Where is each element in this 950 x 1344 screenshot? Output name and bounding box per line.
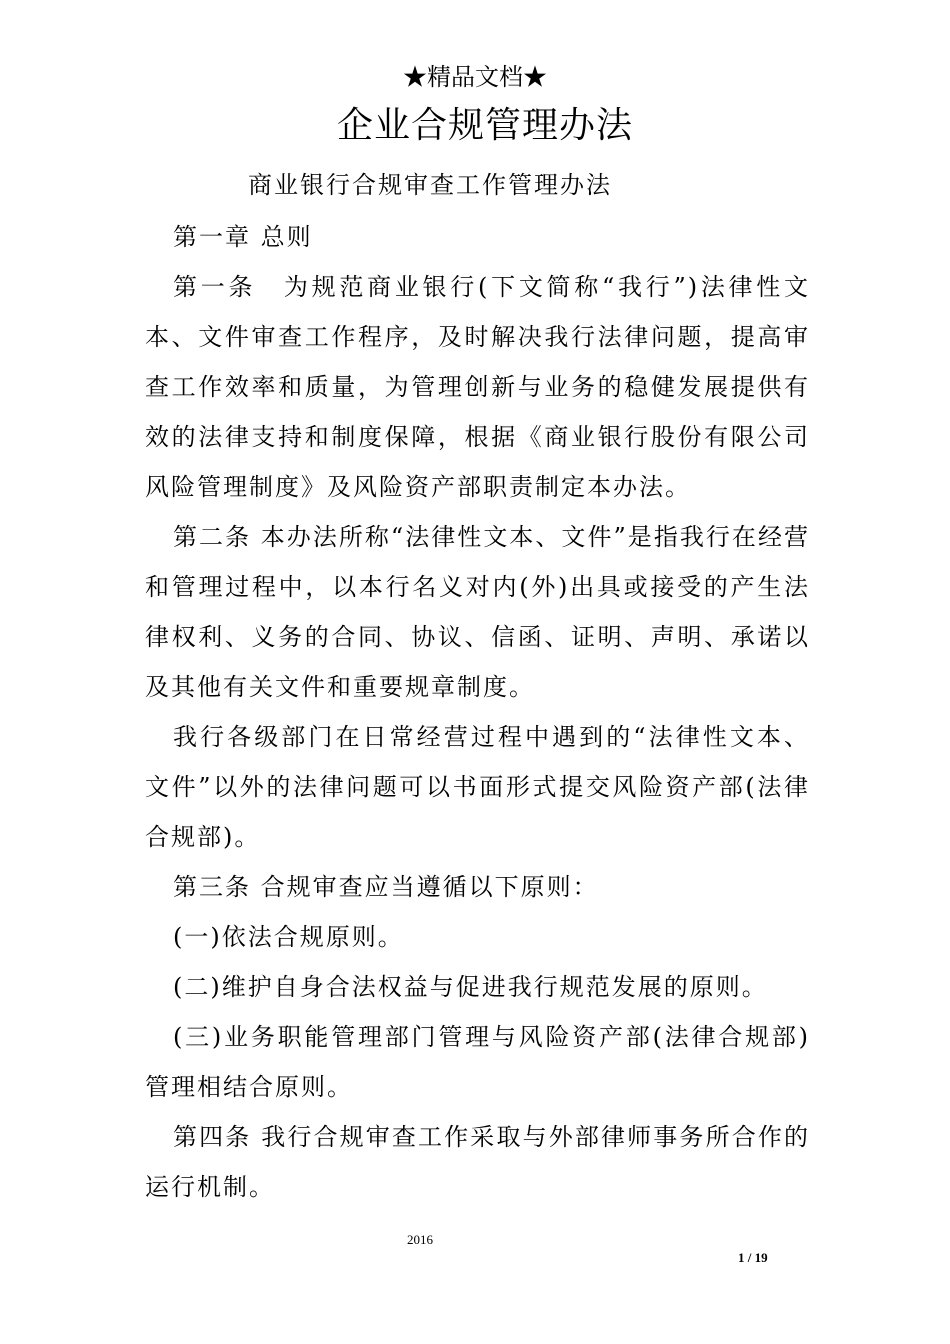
footer-year: 2016 <box>407 1232 433 1247</box>
article-4: 第四条 我行合规审查工作采取与外部律师事务所合作的运行机制。 <box>145 1123 810 1201</box>
article-3: 第三条 合规审查应当遵循以下原则： <box>173 873 599 901</box>
principle-1: (一)依法合规原则。 <box>173 923 404 951</box>
article-1: 第一条 为规范商业银行(下文简称“我行”)法律性文本、文件审查工作程序，及时解决我行法律问题，提高审查工作效率和质量，为管理创新与业务的稳健发展提供有效的法律支持和制度保障，根据《商业银行股份有限公司风险管理制度》及风险资产部职责制定本办法。 <box>145 273 810 501</box>
principle-2: (二)维护自身合法权益与促进我行规范发展的原则。 <box>173 973 768 1001</box>
document-title: 企业合规管理办法 <box>336 105 633 146</box>
article-2-note: 我行各级部门在日常经营过程中遇到的“法律性文本、文件”以外的法律问题可以书面形式提交风险资产部(法律合规部)。 <box>145 723 810 851</box>
chapter-heading: 第一章 总则 <box>173 223 313 251</box>
document-subtitle: 商业银行合规审查工作管理办法 <box>248 171 612 199</box>
document-body <box>145 212 810 1212</box>
article-2: 第二条 本办法所称“法律性文本、文件”是指我行在经营和管理过程中，以本行名义对内(外)出具或接受的产生法律权利、义务的合同、协议、信函、证明、声明、承诺以及其他有关文件和重要规章制度。 <box>145 523 810 701</box>
banner-text: ★精品文档★ <box>403 63 547 91</box>
principle-3: (三)业务职能管理部门管理与风险资产部(法律合规部)管理相结合原则。 <box>145 1023 810 1101</box>
page-number: 1 / 19 <box>738 1250 768 1265</box>
